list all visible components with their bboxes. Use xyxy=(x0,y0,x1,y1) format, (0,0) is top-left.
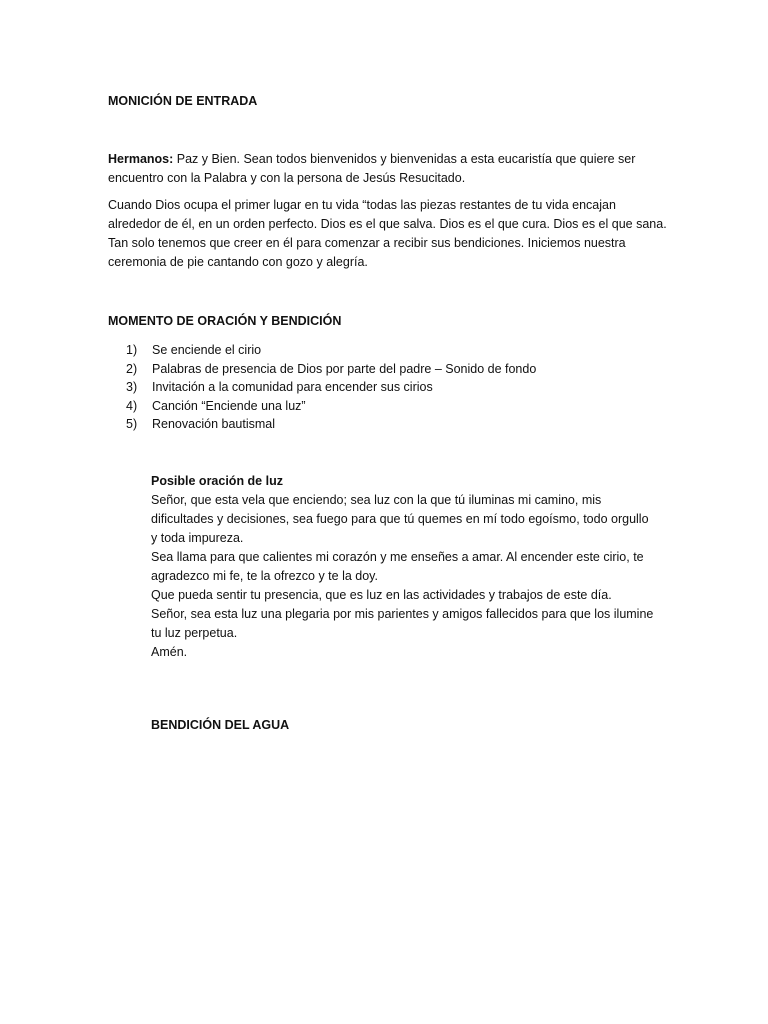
list-item-text: Renovación bautismal xyxy=(152,417,275,432)
list-item-number: 3) xyxy=(126,380,138,395)
intro-line-1 xyxy=(108,150,678,169)
steps-list xyxy=(126,341,536,434)
prayer-line-7: Señor, sea esta luz una plegaria por mis parientes y amigos fallecidos para que los ilumine xyxy=(151,607,654,621)
list-item xyxy=(126,378,536,397)
main-paragraph-line-3: Tan solo tenemos que creer en él para comenzar a recibir sus bendiciones. Iniciemos nuestra xyxy=(108,236,626,250)
list-item-text: Invitación a la comunidad para encender sus cirios xyxy=(152,380,433,395)
main-paragraph-line-2: alrededor de él, en un orden perfecto. Dios es el que salva. Dios es el que cura. Dios es el que sana. xyxy=(108,217,667,231)
prayer-line-6: Que pueda sentir tu presencia, que es luz en las actividades y trabajos de este día. xyxy=(151,588,612,602)
heading-bendicion-del-agua: BENDICIÓN DEL AGUA xyxy=(151,718,290,732)
prayer-block xyxy=(151,472,691,662)
prayer-line-5: agradezco mi fe, te la ofrezco y te la doy. xyxy=(151,569,378,583)
prayer-title: Posible oración de luz xyxy=(151,474,283,488)
main-paragraph xyxy=(108,196,678,272)
list-item xyxy=(126,360,536,379)
heading-monicion-de-entrada: MONICIÓN DE ENTRADA xyxy=(108,94,258,108)
prayer-line-3: y toda impureza. xyxy=(151,531,244,545)
list-item xyxy=(126,341,536,360)
prayer-line-8: tu luz perpetua. xyxy=(151,626,238,640)
main-paragraph-line-4: ceremonia de pie cantando con gozo y alegría. xyxy=(108,255,368,269)
list-item-number: 2) xyxy=(126,361,138,376)
list-item-number: 1) xyxy=(126,343,138,357)
prayer-line-4: Sea llama para que calientes mi corazón y me enseñes a amar. Al encender este cirio, te xyxy=(151,550,644,564)
list-item xyxy=(126,397,536,416)
intro-paragraph xyxy=(108,150,678,188)
prayer-line-2: dificultades y decisiones, sea fuego para que tú quemes en mí todo egoísmo, todo orgullo xyxy=(151,512,649,526)
list-item-text: Se enciende el cirio xyxy=(152,343,262,357)
greeting-label: Hermanos: xyxy=(108,152,174,166)
intro-line-2: encuentro con la Palabra y con la persona de Jesús Resucitado. xyxy=(108,171,466,185)
list-item-number: 4) xyxy=(126,398,138,413)
prayer-line-1: Señor, que esta vela que enciendo; sea luz con la que tú iluminas mi camino, mis xyxy=(151,493,602,507)
prayer-line-9: Amén. xyxy=(151,645,188,659)
list-item xyxy=(126,415,536,434)
heading-momento-de-oracion: MOMENTO DE ORACIÓN Y BENDICIÓN xyxy=(108,314,342,328)
list-item-text: Canción “Enciende una luz” xyxy=(152,398,306,413)
main-paragraph-line-1: Cuando Dios ocupa el primer lugar en tu vida “todas las piezas restantes de tu vida encajan xyxy=(108,198,616,212)
intro-line-1-text: Paz y Bien. Sean todos bienvenidos y bienvenidas a esta eucaristía que quiere ser xyxy=(173,152,636,166)
list-item-number: 5) xyxy=(126,417,138,432)
list-item-text: Palabras de presencia de Dios por parte del padre – Sonido de fondo xyxy=(152,361,537,376)
